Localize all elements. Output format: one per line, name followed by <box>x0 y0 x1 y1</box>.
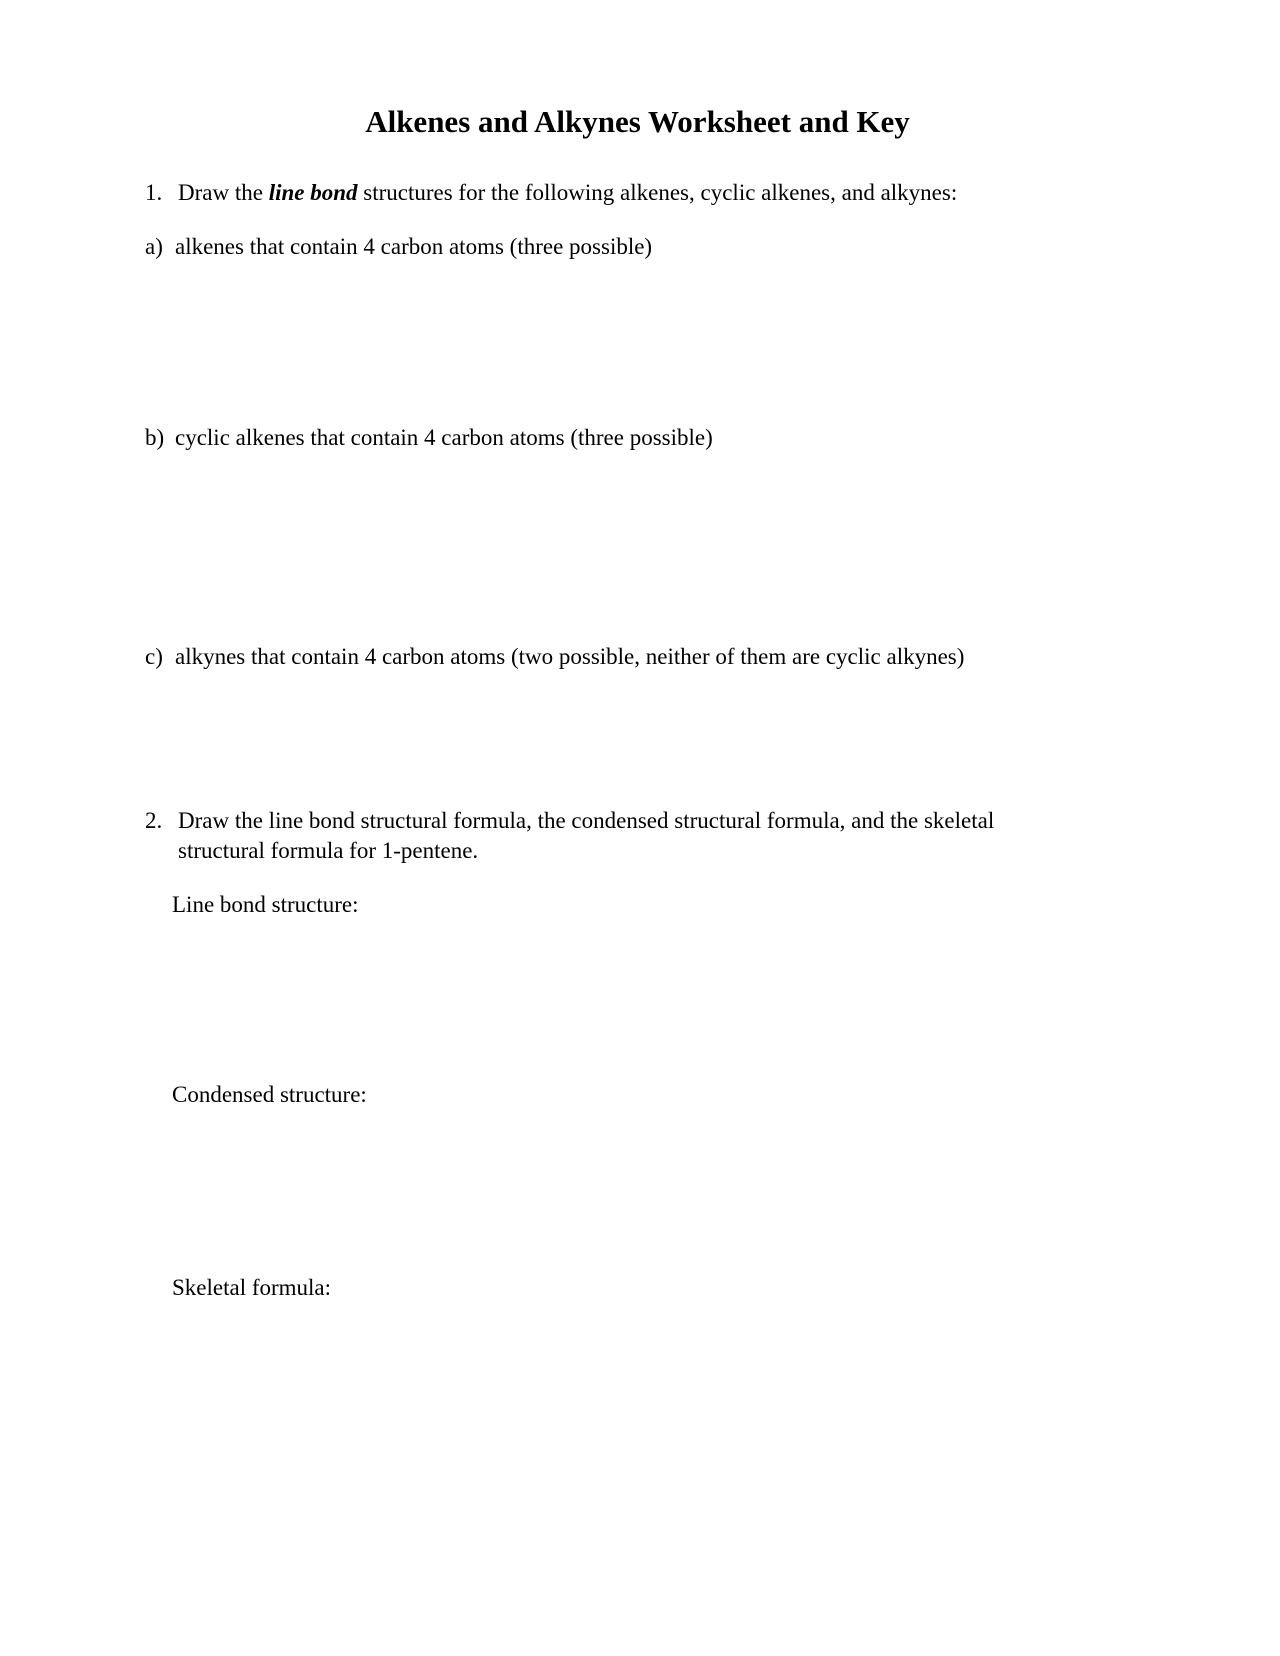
question-1-text-suffix: structures for the following alkenes, cyclic alkenes, and alkynes: <box>357 180 958 206</box>
part-a-text: alkenes that contain 4 carbon atoms (three possible) <box>175 234 653 260</box>
question-1-part-c <box>145 642 1190 672</box>
question-1-text <box>178 178 1190 208</box>
part-c-label: c) <box>145 643 163 669</box>
answer-label-line-bond-structure: Line bond structure: <box>172 891 359 917</box>
question-2-number: 2. <box>145 807 163 833</box>
answer-label-skeletal-formula: Skeletal formula: <box>172 1275 332 1301</box>
question-1-text-prefix: Draw the <box>178 180 269 206</box>
part-b-label: b) <box>145 425 165 451</box>
part-c-text: alkynes that contain 4 carbon atoms (two possible, neither of them are cyclic alkynes) <box>175 643 965 669</box>
question-2 <box>145 806 1190 866</box>
part-b-text: cyclic alkenes that contain 4 carbon atoms (three possible) <box>175 425 713 451</box>
question-1-number: 1. <box>145 180 163 206</box>
part-a-label: a) <box>145 234 163 260</box>
answer-label-condensed-structure: Condensed structure: <box>172 1081 367 1107</box>
question-1-part-a <box>145 232 1190 262</box>
question-1-text-emphasis: line bond <box>268 180 358 206</box>
question-1 <box>145 178 1190 208</box>
question-2-text: Draw the line bond structural formula, the condensed structural formula, and the skeletal structural formula for 1-pentene. <box>178 807 995 863</box>
question-1-part-b <box>145 423 1190 453</box>
page-title: Alkenes and Alkynes Worksheet and Key <box>365 104 910 139</box>
